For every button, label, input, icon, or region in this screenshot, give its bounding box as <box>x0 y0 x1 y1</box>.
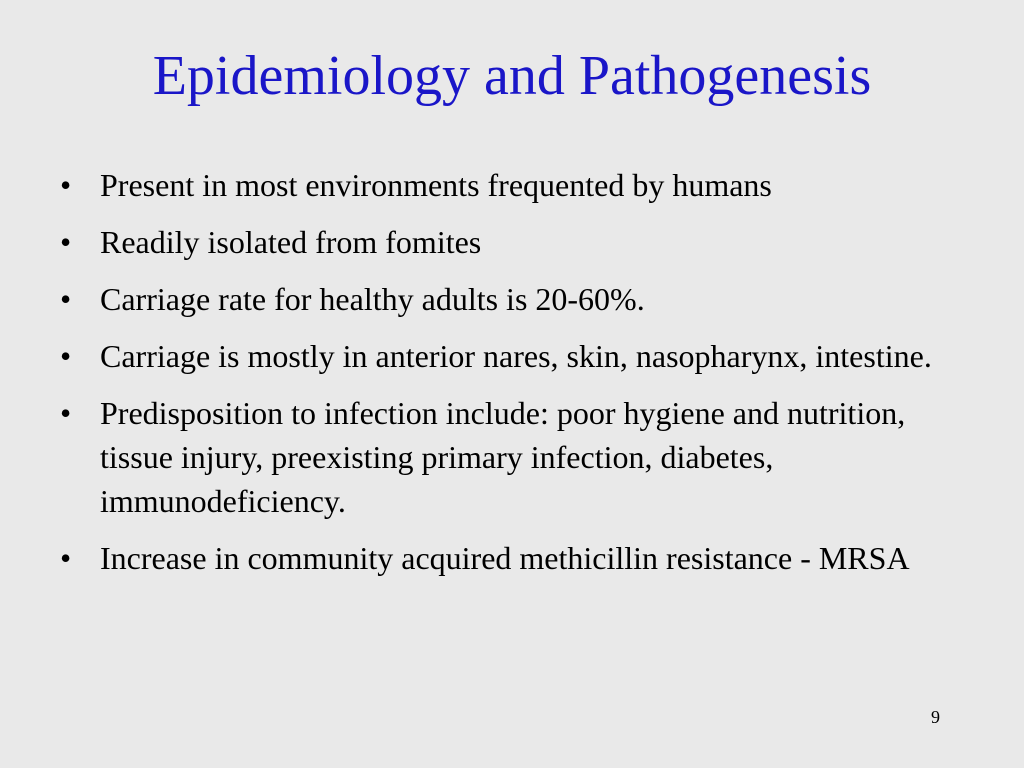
slide-title: Epidemiology and Pathogenesis <box>152 45 872 107</box>
bullet-item <box>60 391 980 523</box>
bullet-text: Increase in community acquired methicillin resistance - MRSA <box>100 540 910 576</box>
bullet-item <box>60 220 980 264</box>
bullet-marker: • <box>60 540 72 576</box>
bullet-list <box>60 163 980 593</box>
bullet-item <box>60 334 980 378</box>
bullet-text: Predisposition to infection include: poor hygiene and nutrition, tissue injury, preexisting primary infection, diabetes, immunodeficiency. <box>100 395 906 519</box>
bullet-marker: • <box>60 338 72 374</box>
bullet-marker: • <box>60 281 72 317</box>
bullet-marker: • <box>60 224 72 260</box>
slide-number: 9 <box>931 707 940 727</box>
bullet-item <box>60 163 980 207</box>
bullet-text: Carriage rate for healthy adults is 20-60%. <box>100 281 645 317</box>
bullet-item <box>60 277 980 321</box>
bullet-text: Readily isolated from fomites <box>100 224 482 260</box>
bullet-item <box>60 536 980 580</box>
bullet-text: Carriage is mostly in anterior nares, skin, nasopharynx, intestine. <box>100 338 932 374</box>
bullet-text: Present in most environments frequented by humans <box>100 167 772 203</box>
bullet-marker: • <box>60 167 72 203</box>
bullet-marker: • <box>60 395 72 431</box>
